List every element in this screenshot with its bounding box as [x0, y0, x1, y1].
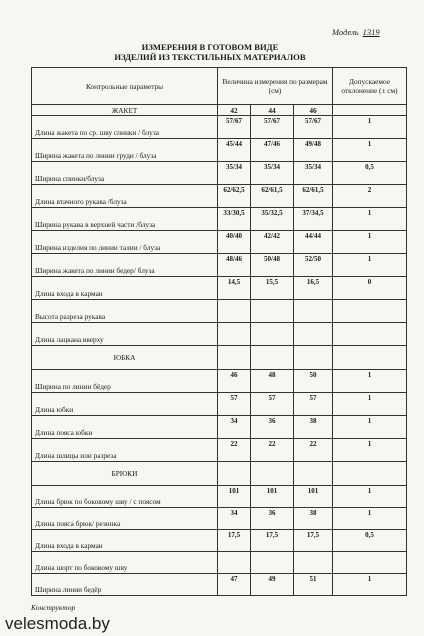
size-value: 101	[251, 486, 294, 508]
size-value: 22	[218, 439, 251, 462]
size-value: 35/34	[294, 162, 333, 185]
size-value: 62/62,5	[218, 185, 251, 208]
table-row	[32, 370, 407, 393]
param-name: Длина пояса брюк/ резинка	[32, 508, 218, 530]
size-value: 101	[294, 486, 333, 508]
size-value: 57/67	[294, 116, 333, 139]
header-tolerance: Допускаемое отклонение (± см)	[333, 68, 407, 105]
size-value: 45/44	[218, 139, 251, 162]
param-name: Ширина рукава в верхней части /блуза	[32, 208, 218, 231]
param-name: Длина лацкана вверху	[32, 323, 218, 346]
tolerance-value: 1	[333, 416, 407, 439]
empty-cell	[251, 462, 294, 486]
size-value: 40/40	[218, 231, 251, 254]
title-line-2: ИЗДЕЛИЙ ИЗ ТЕКСТИЛЬНЫХ МАТЕРИАЛОВ	[114, 52, 306, 62]
size-value: 22	[251, 439, 294, 462]
size-value: 101	[218, 486, 251, 508]
size-value: 62/61,5	[251, 185, 294, 208]
table-row	[32, 552, 407, 574]
size-value: 57/67	[218, 116, 251, 139]
param-name: Длина пояса юбки	[32, 416, 218, 439]
size-value: 51	[294, 574, 333, 596]
size-value: 47/46	[251, 139, 294, 162]
param-name: Длина шлицы или разреза	[32, 439, 218, 462]
size-value: 37/34,5	[294, 208, 333, 231]
empty-cell	[251, 346, 294, 370]
tolerance-value	[333, 552, 407, 574]
header-params: Контрольные параметры	[32, 68, 218, 105]
tolerance-value: 1	[333, 370, 407, 393]
section-jacket: ЖАКЕТ	[32, 105, 218, 116]
param-name: Ширина жакета по линии груди / блуза	[32, 139, 218, 162]
table-row	[32, 185, 407, 208]
size-value: 62/61,5	[294, 185, 333, 208]
tolerance-value: 1	[333, 393, 407, 416]
param-name: Высота разреза рукава	[32, 300, 218, 323]
size-value: 44/44	[294, 231, 333, 254]
section-row-jacket	[32, 105, 407, 116]
size-value: 57/67	[251, 116, 294, 139]
size-value: 38	[294, 416, 333, 439]
size-value: 16,5	[294, 277, 333, 300]
param-name: Длина жакета по ср. шву спинки / блуза	[32, 116, 218, 139]
section-row-skirt	[32, 346, 407, 370]
size-value	[294, 300, 333, 323]
header-value: Величина измерения по размерам (см)	[218, 68, 333, 105]
tolerance-value: 0,5	[333, 162, 407, 185]
empty-cell	[294, 346, 333, 370]
size-value	[218, 552, 251, 574]
tolerance-value: 1	[333, 254, 407, 277]
table-row	[32, 277, 407, 300]
watermark: velesmoda.by	[5, 614, 110, 633]
model-label: Модель	[332, 27, 359, 37]
size-value: 47	[218, 574, 251, 596]
size-value: 35/34	[251, 162, 294, 185]
tolerance-value: 1	[333, 574, 407, 596]
size-header: 46	[294, 105, 333, 116]
size-value: 17,5	[294, 530, 333, 552]
size-value: 52/50	[294, 254, 333, 277]
empty-cell	[218, 346, 251, 370]
param-name: Ширина линии бедёр	[32, 574, 218, 596]
size-value: 35/34	[218, 162, 251, 185]
table-row	[32, 393, 407, 416]
table-row	[32, 254, 407, 277]
size-value	[218, 323, 251, 346]
param-name: Ширина спинки/блуза	[32, 162, 218, 185]
table-row	[32, 162, 407, 185]
table-row	[32, 574, 407, 596]
section-row-trousers	[32, 462, 407, 486]
param-name: Ширина по линии бёдер	[32, 370, 218, 393]
param-name: Длина брюк по боковому шву / с поясом	[32, 486, 218, 508]
table-row	[32, 139, 407, 162]
measurements-table	[31, 67, 407, 596]
page-title	[110, 42, 310, 62]
size-value: 57	[251, 393, 294, 416]
size-value	[251, 323, 294, 346]
size-value	[294, 323, 333, 346]
table-row	[32, 116, 407, 139]
table-row	[32, 439, 407, 462]
tolerance-value: 1	[333, 208, 407, 231]
size-value: 46	[218, 370, 251, 393]
model-number	[332, 27, 380, 37]
tolerance-value: 2	[333, 185, 407, 208]
param-name: Длина втачного рукава /блуза	[32, 185, 218, 208]
size-value: 33/30,5	[218, 208, 251, 231]
tolerance-value	[333, 300, 407, 323]
size-value: 15,5	[251, 277, 294, 300]
size-value: 36	[251, 508, 294, 530]
size-value: 14,5	[218, 277, 251, 300]
tolerance-value	[333, 323, 407, 346]
size-value: 34	[218, 508, 251, 530]
size-value	[294, 552, 333, 574]
size-value	[251, 552, 294, 574]
param-name: Длина входа в карман	[32, 277, 218, 300]
param-name: Длина входа в карман	[32, 530, 218, 552]
param-name: Длина юбки	[32, 393, 218, 416]
size-value: 50	[294, 370, 333, 393]
size-value	[218, 300, 251, 323]
size-value: 35/32,5	[251, 208, 294, 231]
title-line-1: ИЗМЕРЕНИЯ В ГОТОВОМ ВИДЕ	[141, 42, 279, 52]
size-value: 49	[251, 574, 294, 596]
param-name: Ширина изделия по линии талии / блуза	[32, 231, 218, 254]
table-row	[32, 486, 407, 508]
tolerance-value: 1	[333, 116, 407, 139]
table-row	[32, 300, 407, 323]
size-value: 36	[251, 416, 294, 439]
table-row	[32, 416, 407, 439]
empty-cell	[333, 105, 407, 116]
table-row	[32, 508, 407, 530]
table-row	[32, 208, 407, 231]
param-name: Длина шорт по боковому шву	[32, 552, 218, 574]
size-value: 48/46	[218, 254, 251, 277]
size-header: 42	[218, 105, 251, 116]
size-value: 42/42	[251, 231, 294, 254]
size-value: 22	[294, 439, 333, 462]
table-row	[32, 323, 407, 346]
size-value: 17,5	[218, 530, 251, 552]
section-label: ЮБКА	[32, 346, 218, 370]
table-row	[32, 231, 407, 254]
size-value: 57	[294, 393, 333, 416]
tolerance-value: 1	[333, 139, 407, 162]
size-value	[251, 300, 294, 323]
tolerance-value: 0	[333, 277, 407, 300]
tolerance-value: 0,5	[333, 530, 407, 552]
empty-cell	[333, 462, 407, 486]
param-name: Ширина жакета по линии бедер/ блуза	[32, 254, 218, 277]
model-value: 1319	[362, 27, 380, 37]
size-value: 48	[251, 370, 294, 393]
size-value: 57	[218, 393, 251, 416]
size-header: 44	[251, 105, 294, 116]
tolerance-value: 1	[333, 231, 407, 254]
size-value: 34	[218, 416, 251, 439]
size-value: 17,5	[251, 530, 294, 552]
table-row	[32, 530, 407, 552]
tolerance-value: 1	[333, 439, 407, 462]
empty-cell	[294, 462, 333, 486]
tolerance-value: 1	[333, 508, 407, 530]
size-value: 38	[294, 508, 333, 530]
size-value: 49/48	[294, 139, 333, 162]
size-value: 50/48	[251, 254, 294, 277]
section-label: БРЮКИ	[32, 462, 218, 486]
constructor-label: Конструктор	[31, 603, 76, 612]
empty-cell	[218, 462, 251, 486]
empty-cell	[333, 346, 407, 370]
tolerance-value: 1	[333, 486, 407, 508]
